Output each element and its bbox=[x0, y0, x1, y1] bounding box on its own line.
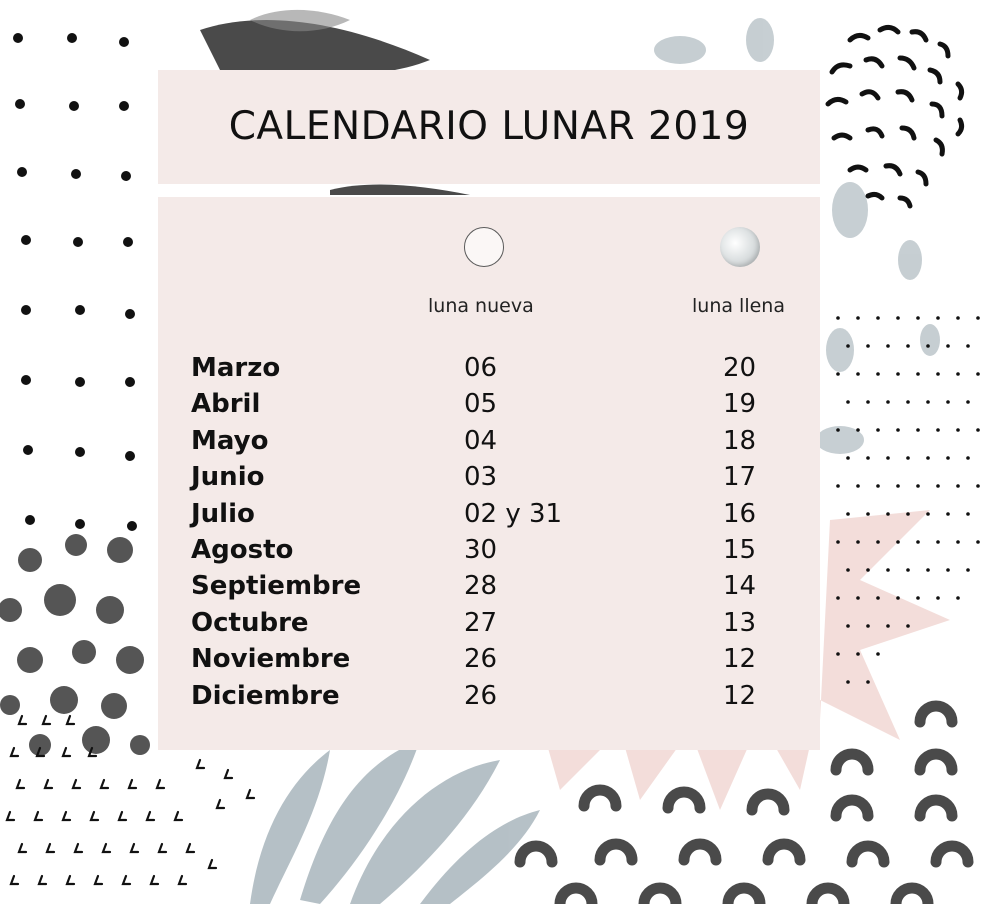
month-cell: Noviembre bbox=[191, 644, 351, 675]
table-row bbox=[158, 426, 820, 462]
new-moon-cell: 30 bbox=[464, 534, 498, 565]
full-moon-cell: 17 bbox=[723, 462, 757, 493]
full-moon-cell: 15 bbox=[723, 534, 757, 565]
full-moon-cell: 12 bbox=[723, 680, 757, 711]
column-header-full-moon: luna llena bbox=[692, 295, 785, 317]
table-row bbox=[158, 681, 820, 717]
month-cell: Abril bbox=[191, 389, 261, 420]
new-moon-cell: 06 bbox=[464, 353, 498, 383]
full-moon-cell: 13 bbox=[723, 607, 757, 638]
month-cell: Julio bbox=[191, 498, 255, 529]
month-cell: Mayo bbox=[191, 425, 269, 456]
page-title: CALENDARIO LUNAR 2019 bbox=[228, 104, 750, 149]
full-moon-cell: 19 bbox=[723, 389, 757, 420]
full-moon-cell: 14 bbox=[723, 571, 757, 602]
lunar-table bbox=[158, 197, 820, 750]
month-cell: Junio bbox=[191, 462, 265, 493]
full-moon-cell: 16 bbox=[723, 498, 757, 529]
full-moon-icon bbox=[720, 227, 760, 267]
month-cell: Septiembre bbox=[191, 571, 362, 602]
table-row bbox=[158, 353, 820, 389]
new-moon-cell: 05 bbox=[464, 389, 498, 420]
new-moon-cell: 26 bbox=[464, 644, 498, 675]
table-row bbox=[158, 462, 820, 498]
month-cell: Octubre bbox=[191, 607, 309, 638]
title-panel bbox=[158, 70, 820, 184]
full-moon-cell: 20 bbox=[723, 353, 757, 383]
table-row bbox=[158, 389, 820, 425]
month-cell: Marzo bbox=[191, 353, 281, 383]
new-moon-cell: 27 bbox=[464, 607, 498, 638]
full-moon-cell: 12 bbox=[723, 644, 757, 675]
table-row bbox=[158, 571, 820, 607]
new-moon-cell: 26 bbox=[464, 680, 498, 711]
new-moon-icon bbox=[464, 227, 504, 267]
month-cell: Agosto bbox=[191, 534, 294, 565]
new-moon-cell: 02 y 31 bbox=[464, 498, 563, 529]
new-moon-cell: 28 bbox=[464, 571, 498, 602]
month-cell: Diciembre bbox=[191, 680, 340, 711]
table-row bbox=[158, 608, 820, 644]
new-moon-cell: 04 bbox=[464, 425, 498, 456]
table-row bbox=[158, 499, 820, 535]
new-moon-cell: 03 bbox=[464, 462, 498, 493]
table-body bbox=[158, 353, 820, 717]
full-moon-cell: 18 bbox=[723, 425, 757, 456]
table-row bbox=[158, 535, 820, 571]
column-header-new-moon: luna nueva bbox=[428, 295, 534, 317]
table-row bbox=[158, 644, 820, 680]
